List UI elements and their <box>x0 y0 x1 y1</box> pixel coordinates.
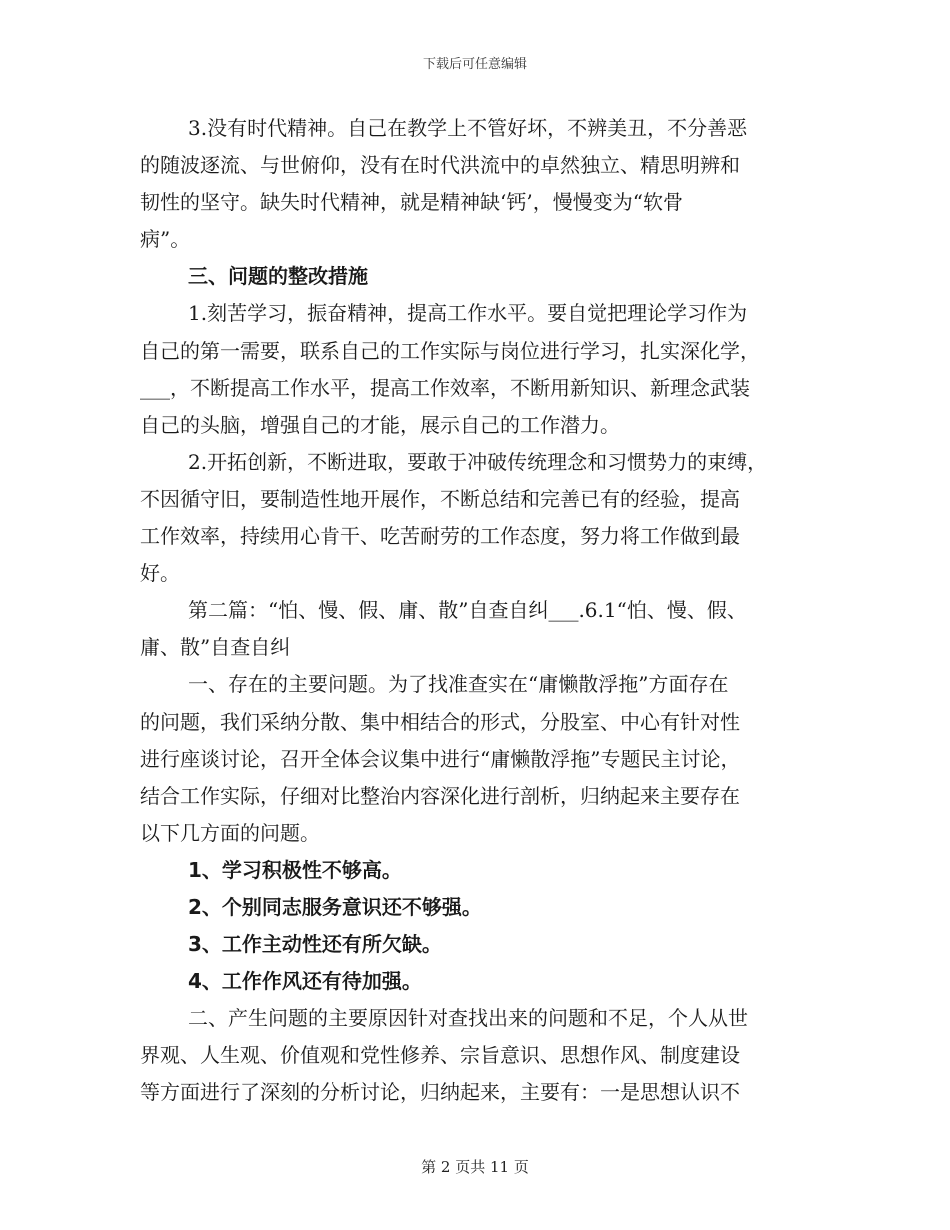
body-line: 好。 <box>140 561 180 586</box>
list-item: 2、个别同志服务意识还不够强。 <box>188 894 482 919</box>
body-line: 进行座谈讨论，召开全体会议集中进行“庸懒散浮拖”专题民主讨论， <box>140 746 741 771</box>
body-line: 等方面进行了深刻的分析讨论，归纳起来，主要有：一是思想认识不 <box>140 1080 740 1105</box>
body-line: 自己的第一需要，联系自己的工作实际与岗位进行学习，扎实深化学， <box>140 338 760 363</box>
body-line: 庸、散”自查自纠 <box>140 635 291 660</box>
body-line: 工作效率，持续用心肯干、吃苦耐劳的工作态度，努力将工作做到最 <box>140 524 740 549</box>
body-line: 韧性的坚守。缺失时代精神，就是精神缺‘钙’，慢慢变为“软骨 <box>140 190 683 215</box>
list-item: 3、工作主动性还有所欠缺。 <box>188 932 442 957</box>
body-line: 的随波逐流、与世俯仰，没有在时代洪流中的卓然独立、精思明辨和 <box>140 153 740 178</box>
body-line: 结合工作实际，仔细对比整治内容深化进行剖析，归纳起来主要存在 <box>140 783 740 808</box>
body-line: 一、存在的主要问题。为了找准查实在“庸懒散浮拖”方面存在 <box>188 672 729 697</box>
document-body <box>140 110 830 1112</box>
body-line: 2.开拓创新，不断进取，要敢于冲破传统理念和习惯势力的束缚， <box>188 449 768 474</box>
body-line: 的问题，我们采纳分散、集中相结合的形式，分股室、中心有针对性 <box>140 709 740 734</box>
body-line: 1.刻苦学习，振奋精神，提高工作水平。要自觉把理论学习作为 <box>188 301 748 326</box>
page-footer-page-number: 第 2 页共 11 页 <box>421 1158 529 1176</box>
list-item: 1、学习积极性不够高。 <box>188 857 402 882</box>
list-item: 4、工作作风还有待加强。 <box>188 969 422 994</box>
body-line: ___，不断提高工作水平，提高工作效率，不断用新知识、新理念武装 <box>140 375 750 400</box>
body-line: 病”。 <box>140 227 191 252</box>
body-line: 以下几方面的问题。 <box>140 820 320 845</box>
body-line: 不因循守旧，要制造性地开展作，不断总结和完善已有的经验，提高 <box>140 486 740 511</box>
section-heading: 三、问题的整改措施 <box>188 264 368 289</box>
body-line: 第二篇：“怕、慢、假、庸、散”自查自纠___.6.1“怕、慢、假、 <box>188 598 747 623</box>
body-line: 界观、人生观、价值观和党性修养、宗旨意识、思想作风、制度建设 <box>140 1043 740 1068</box>
page-header-note: 下载后可任意编辑 <box>422 57 527 72</box>
body-line: 3.没有时代精神。自己在教学上不管好坏，不辨美丑，不分善恶 <box>188 116 748 140</box>
body-line: 二、产生问题的主要原因针对查找出来的问题和不足，个人从世 <box>188 1006 748 1031</box>
body-line: 自己的头脑，增强自己的才能，展示自己的工作潜力。 <box>140 412 620 437</box>
